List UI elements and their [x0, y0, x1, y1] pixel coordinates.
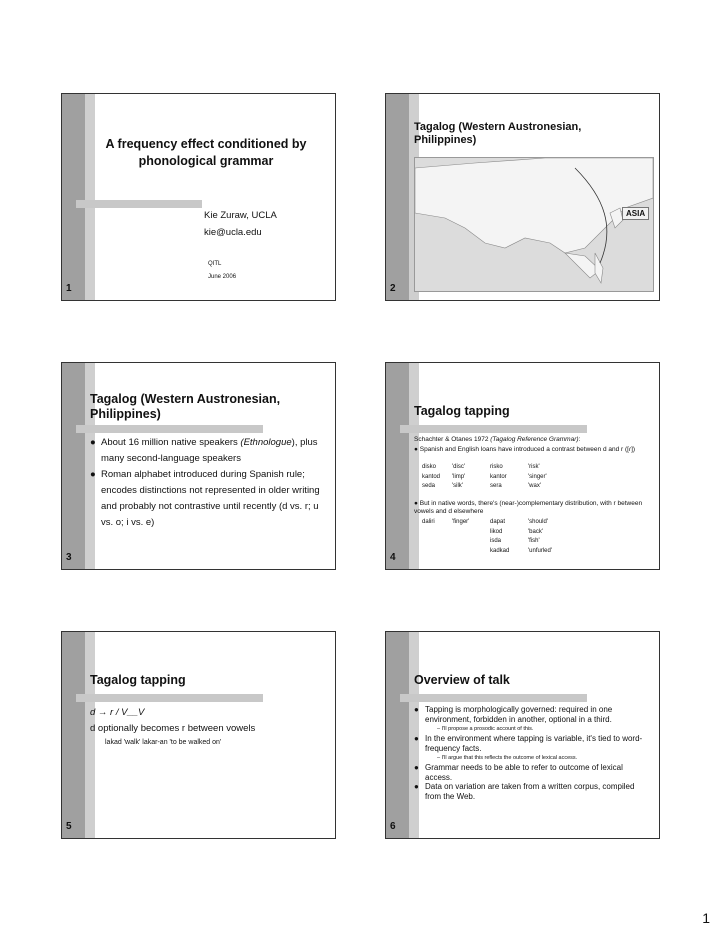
- slide-number: 1: [66, 283, 72, 294]
- slide-band-light: [85, 632, 95, 838]
- map-shapes: [415, 158, 653, 291]
- bullet-item: ● Grammar needs to be able to refer to outcome of lexical access.: [414, 763, 623, 782]
- page-number: 1: [702, 910, 710, 926]
- example-cell: 'wax': [528, 483, 541, 489]
- example-cell: disko: [422, 464, 437, 470]
- slide-band-light: [409, 363, 419, 569]
- slide-band: [62, 94, 85, 300]
- rule-description: d optionally becomes r between vowels: [90, 723, 256, 734]
- asia-map-image: [414, 157, 654, 292]
- slide-number: 3: [66, 552, 72, 563]
- slide-6: [385, 631, 660, 839]
- example-cell: 'unfurled': [528, 547, 552, 554]
- sub-bullet-item: – I'll propose a prosodic account of this.: [437, 726, 534, 732]
- bullet-item: ● In the environment where tapping is variable, it's tied to word-frequency facts.: [414, 734, 643, 753]
- bullet-icon: ●: [414, 782, 419, 791]
- slide-band: [62, 363, 85, 569]
- slide-title: Tagalog tapping: [414, 404, 510, 418]
- example-cell: likod: [490, 528, 503, 535]
- divider-bar: [76, 200, 202, 208]
- bullet-item: ● Data on variation are taken from a written corpus, compiled from the Web.: [414, 782, 635, 801]
- source-citation: Schachter & Otanes 1972 (Tagalog Reference Grammar):: [414, 436, 581, 443]
- bullet-item: ● But in native words, there's (near-)complementary distribution, with r between vowels and d elsewhere: [414, 500, 643, 515]
- slide-4: [385, 362, 660, 570]
- slide-band: [386, 632, 409, 838]
- slide-1: [61, 93, 336, 301]
- example-cell: 'silk': [452, 483, 463, 489]
- slide-title: Tagalog tapping: [90, 673, 186, 687]
- example-cell: 'risk': [528, 464, 540, 470]
- author-block: [204, 207, 277, 241]
- example-cell: dapat: [490, 519, 506, 525]
- divider-bar: [400, 425, 587, 433]
- bullet-icon: ●: [414, 763, 419, 772]
- bullet-item: ● About 16 million native speakers (Ethnologue), plus many second-language speakers: [90, 437, 318, 464]
- example-cell: kadkad: [490, 547, 510, 554]
- example-cell: isda: [490, 538, 502, 544]
- example-cell: 'disc': [452, 464, 465, 470]
- example-line: lakad 'walk' lakar-an 'to be walked on': [105, 739, 222, 746]
- bullet-icon: ●: [90, 437, 96, 448]
- map-label-asia: ASIA: [622, 207, 649, 220]
- slide-2: [385, 93, 660, 301]
- divider-bar: [76, 694, 263, 702]
- slide-title: Tagalog (Western Austronesian, Philippines): [90, 392, 281, 421]
- dash-icon: –: [437, 755, 442, 761]
- example-cell: risko: [490, 464, 503, 470]
- bullet-item: ● Tapping is morphologically governed: required in one environment, forbidden in another, optional in a third.: [414, 705, 613, 724]
- example-cell: sera: [490, 483, 502, 489]
- example-cell: seda: [422, 483, 436, 489]
- slide-number: 6: [390, 821, 396, 832]
- bullet-item: ● Roman alphabet introduced during Spanish rule; encodes distinctions not represented in older writing and probably not contrastive until recently (d vs. r; u vs. o; i vs. e): [90, 469, 320, 528]
- bullet-item: ● Spanish and English loans have introduced a contrast between d and r ([ɾ]): [414, 446, 636, 453]
- bullet-list: [90, 435, 330, 531]
- slide-title: A frequency effect conditioned by phonological grammar: [105, 137, 307, 168]
- slide-title: Overview of talk: [414, 673, 510, 687]
- slide-number: 4: [390, 552, 396, 563]
- example-cell: kantor: [490, 473, 507, 480]
- conference-date: June 2006: [208, 274, 237, 280]
- example-cell: 'singer': [528, 473, 547, 480]
- bullet-icon: ●: [414, 705, 419, 714]
- example-cell: 'fish': [528, 538, 540, 544]
- bullet-icon: ●: [90, 469, 96, 480]
- bullet-icon: ●: [414, 446, 420, 453]
- slide-band: [386, 94, 409, 300]
- dash-icon: –: [437, 726, 442, 732]
- bullet-list: [414, 705, 649, 801]
- slide-title: Tagalog (Western Austronesian, Philippines): [414, 121, 582, 146]
- divider-bar: [400, 694, 587, 702]
- divider-bar: [76, 425, 263, 433]
- slide-band: [62, 632, 85, 838]
- example-cell: 'limp': [452, 473, 466, 480]
- author-name: Kie Zuraw, UCLA: [204, 210, 277, 221]
- example-cell: 'back': [528, 528, 543, 535]
- slide-number: 5: [66, 821, 72, 832]
- slide-number: 2: [390, 283, 396, 294]
- conference-block: [208, 258, 236, 284]
- example-cell: 'should': [528, 519, 548, 525]
- example-cell: daliri: [422, 519, 435, 525]
- slide-band: [386, 363, 409, 569]
- example-cell: kantod: [422, 473, 441, 480]
- slide-5: [61, 631, 336, 839]
- author-email: kie@ucla.edu: [204, 227, 262, 238]
- sub-bullet-item: – I'll argue that this reflects the outcome of lexical access.: [437, 755, 578, 761]
- slide-band-light: [85, 94, 95, 300]
- conference-name: QITL: [208, 261, 222, 267]
- example-cell: 'finger': [452, 519, 470, 525]
- tapping-rule: d → r / V__V: [90, 707, 145, 718]
- bullet-icon: ●: [414, 734, 419, 743]
- bullet-icon: ●: [414, 500, 420, 507]
- slide-3: [61, 362, 336, 570]
